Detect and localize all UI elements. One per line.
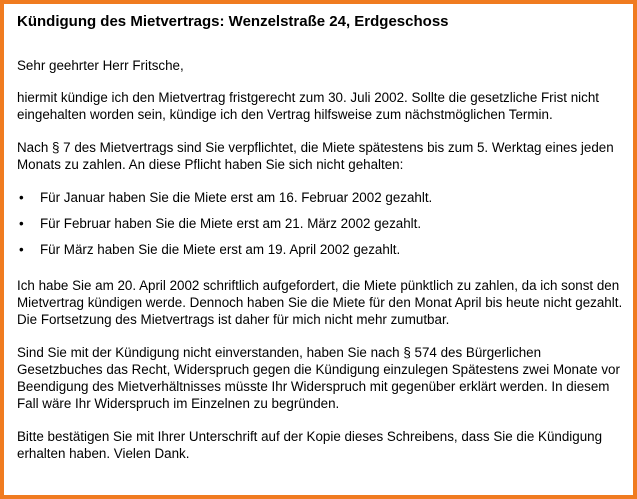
late-payment-list <box>17 189 623 258</box>
bullet-icon: • <box>19 190 24 205</box>
list-item <box>17 215 623 232</box>
letter-title: Kündigung des Mietvertrags: Wenzelstraße 24, Erdgeschoss <box>17 13 449 30</box>
paragraph-payment-obligation: Nach § 7 des Mietvertrags sind Sie verpflichtet, die Miete spätestens bis zum 5. Werktag eines jeden Monats zu zahlen. An diese Pflicht haben Sie sich nicht gehalten: <box>17 140 614 172</box>
bullet-icon: • <box>19 242 24 257</box>
paragraph-objection-rights: Sind Sie mit der Kündigung nicht einverstanden, haben Sie nach § 574 des Bürgerlichen Gesetzbuches das Recht, Widerspruch gegen die Kündigung einzulegen Spätestens zwei Monate vor Beendigung des Mietverhältnisses müsste Ihr Widerspruch mit gegenüber erklärt werden. In diesem Fall wäre Ihr Widerspruch im Einzelnen zu begründen. <box>17 345 620 411</box>
paragraph-reminder: Ich habe Sie am 20. April 2002 schriftlich aufgefordert, die Miete pünktlich zu zahlen, da ich sonst den Mietvertrag kündigen werde. Dennoch haben Sie die Miete für den Monat April bis heute nicht gezahlt. Die Fortsetzung des Mietvertrags ist daher für mich nicht mehr zumutbar. <box>17 278 623 327</box>
list-item <box>17 241 623 258</box>
list-item-text: Für März haben Sie die Miete erst am 19. April 2002 gezahlt. <box>40 242 401 257</box>
paragraph-termination: hiermit kündige ich den Mietvertrag fristgerecht zum 30. Juli 2002. Sollte die gesetzliche Frist nicht eingehalten worden sein, kündige ich den Vertrag hilfsweise zum nächstmöglichen Termin. <box>17 90 600 122</box>
paragraph-confirmation: Bitte bestätigen Sie mit Ihrer Unterschrift auf der Kopie dieses Schreibens, dass Sie die Kündigung erhalten haben. Vielen Dank. <box>17 429 603 461</box>
list-item <box>17 189 623 206</box>
list-item-text: Für Februar haben Sie die Miete erst am 21. März 2002 gezahlt. <box>40 216 422 231</box>
letter-body <box>17 12 623 462</box>
list-item-text: Für Januar haben Sie die Miete erst am 16. Februar 2002 gezahlt. <box>40 190 433 205</box>
salutation: Sehr geehrter Herr Fritsche, <box>17 58 184 73</box>
bullet-icon: • <box>19 216 24 231</box>
